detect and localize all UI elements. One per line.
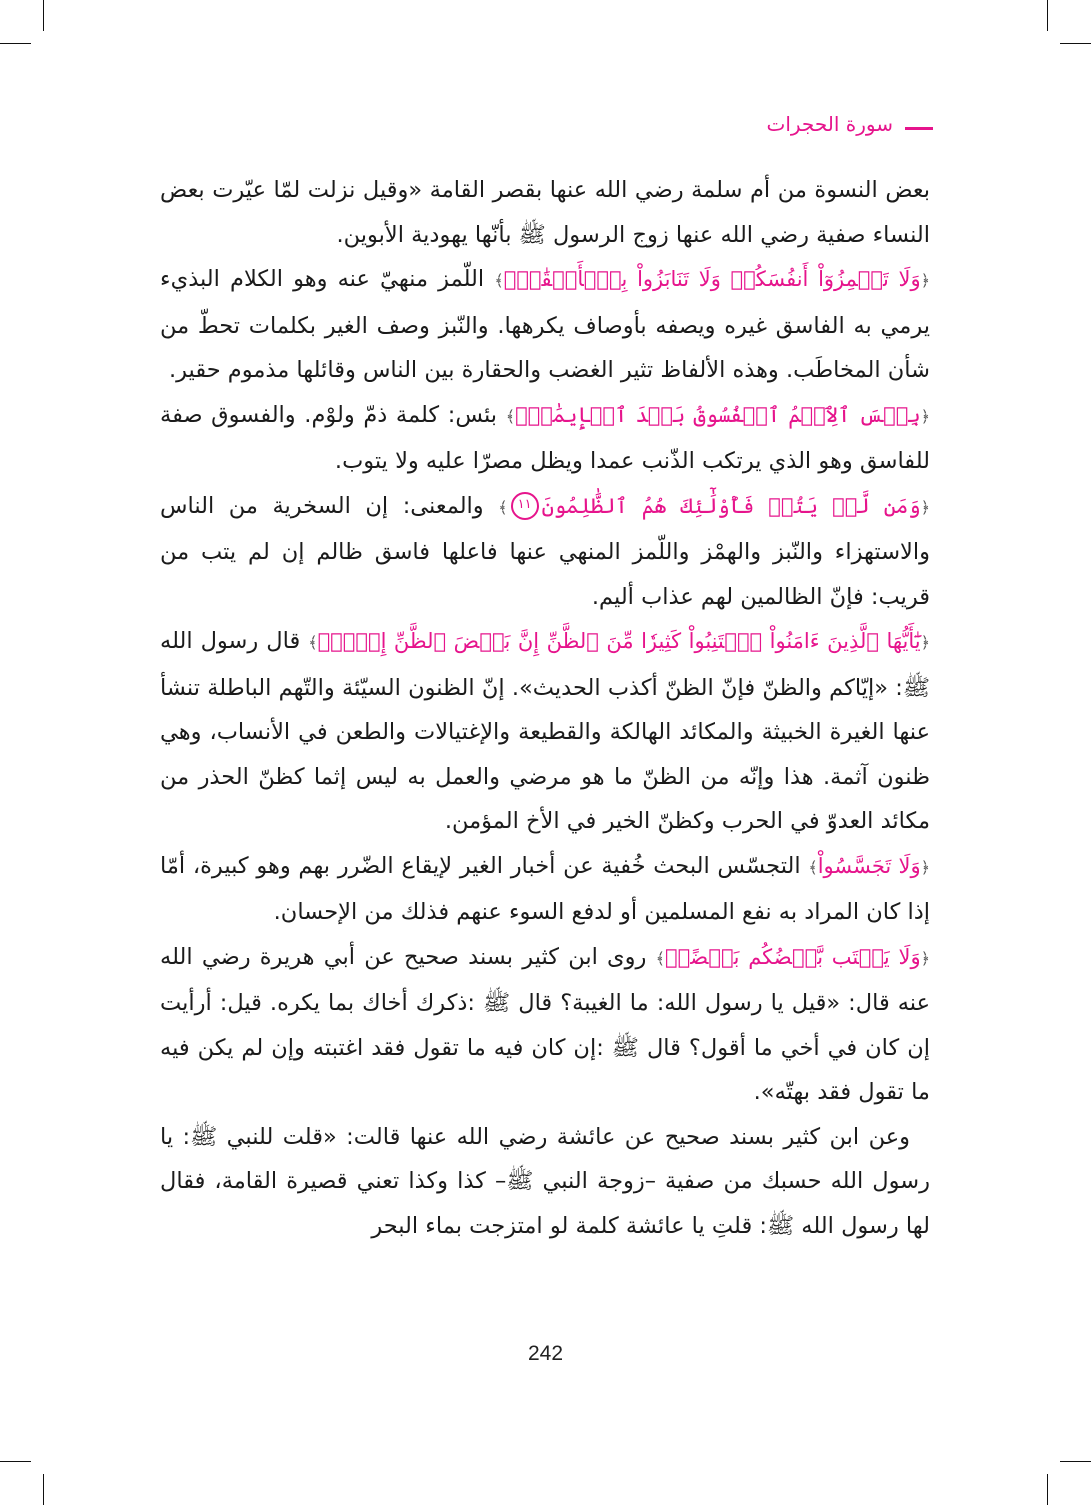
ayah-number-badge: ١١ (511, 492, 539, 520)
quran-verse: وَمَن لَّمۡ يَتُبۡ فَأُوْلَٰٓئِكَ هُمُ ٱلظَّٰلِمُونَ (541, 493, 921, 518)
verse-open-bracket: ﴿ (920, 271, 931, 290)
page-number: 242 (527, 1342, 564, 1365)
quran-verse: وَلَا تَلۡمِزُوٓاْ أَنفُسَكُمۡ وَلَا تَنَابَزُواْ بِٱلۡأَلۡقَٰبِۖ (503, 267, 921, 291)
paragraph-text: التجسّس البحث خُفية عن أخبار الغير لإيقاع الضّرر بهم وهو كبيرة، أمّا إذا كان المراد به نفع المسلمين أو لدفع السوء عنهم فذلك من الإحسان. (160, 852, 930, 925)
crop-mark-top-left-horizontal (0, 43, 31, 44)
paragraph (160, 935, 930, 1115)
crop-mark-bottom-left-vertical (43, 1474, 44, 1505)
verse-close-bracket: ﴾ (308, 633, 318, 652)
verse-open-bracket: ﴿ (920, 633, 931, 652)
crop-mark-bottom-right-horizontal (1060, 1461, 1091, 1462)
crop-mark-bottom-left-horizontal (0, 1461, 31, 1462)
verse-close-bracket: ﴾ (505, 406, 516, 426)
paragraph-text: قال رسول الله ﷺ: «إيّاكم والظنّ فإنّ الظنّ أكذب الحديث». إنّ الظنون السيّئة والتّهم الباطلة تنشأ عنها الغيرة الخبيثة والمكائد الهالكة والقطيعة والإغتيالات والطعن في الأنساب، وهي ظنون آثمة. هذا وإنّه من الظنّ ما هو مرضي والعمل به ليس إثما كظنّ الحذر من مكائد العدوّ في الحرب وكظنّ الخير في الأخ المؤمن. (160, 628, 930, 834)
paragraph-text: روى ابن كثير بسند صحيح عن أبي هريرة رضي الله عنه قال: «قيل يا رسول الله: ما الغيبة؟ قال ﷺ :ذكرك أخاك بما يكره. قيل: أرأيت إن كان في أخي ما أقول؟ قال ﷺ :إن كان فيه ما تقول فقد اغتبته وإن لم يكن فيه ما تقول فقد بهتّه». (160, 943, 930, 1105)
surah-title: سورة الحجرات (766, 112, 893, 136)
crop-mark-bottom-right-vertical (1047, 1474, 1048, 1505)
header-rule (905, 127, 933, 130)
paragraph (160, 619, 930, 844)
paragraph (160, 484, 930, 620)
paragraph (160, 1115, 930, 1249)
paragraph (160, 393, 930, 484)
verse-close-bracket: ﴾ (494, 271, 504, 290)
quran-verse: وَلَا يَغۡتَب بَّعۡضُكُم بَعۡضًاۚ (665, 944, 921, 969)
paragraph-text: والمعنى: إن السخرية من الناس والاستهزاء والنّبز والهمْز واللّمز المنهي عنها فاعلها فاسق ظالم إن لم يتب من قريب: فإنّ الظالمين لهم عذاب أليم. (160, 492, 930, 610)
paragraph (160, 257, 930, 393)
running-header (767, 112, 933, 136)
verse-open-bracket: ﴿ (920, 948, 931, 968)
verse-close-bracket: ﴾ (655, 948, 665, 968)
paragraph-text: بعض النسوة من أم سلمة رضي الله عنها بقصر القامة «وقيل نزلت لمّا عيّرت بعض النساء صفية رضي الله عنها زوج الرسول ﷺ بأنّها يهودية الأبوين. (160, 177, 930, 248)
verse-open-bracket: ﴿ (920, 857, 930, 877)
crop-mark-top-left-vertical (43, 0, 44, 31)
paragraph-text: وعن ابن كثير بسند صحيح عن عائشة رضي الله عنها قالت: «قلت للنبي ﷺ: يا رسول الله حسبك من صفية –زوجة النبي ﷺ– كذا وكذا تعني قصيرة القامة، فقال لها رسول الله ﷺ: قلتِ يا عائشة كلمة لو امتزجت بماء البحر (160, 1123, 930, 1239)
crop-mark-top-right-vertical (1047, 0, 1048, 31)
crop-mark-top-right-horizontal (1060, 43, 1091, 44)
verse-close-bracket: ﴾ (498, 497, 508, 517)
paragraph-text: بئس: كلمة ذمّ ولوْم. والفسوق صفة للفاسق وهو الذي يرتكب الذّنب عمدا ويظل مصرّا عليه ولا يتوب. (160, 401, 930, 474)
verse-open-bracket: ﴿ (920, 406, 930, 426)
verse-open-bracket: ﴿ (920, 497, 930, 517)
paragraph (160, 844, 930, 935)
paragraph (160, 168, 930, 257)
quran-verse: بِئۡسَ ٱلِٱسۡمُ ٱلۡفُسُوقُ بَعۡدَ ٱلۡإِيمَٰنِۚ (515, 402, 921, 427)
quran-verse: وَلَا تَجَسَّسُواْ (817, 853, 921, 878)
page-body (160, 168, 930, 1248)
paragraph-text: اللّمز منهيّ عنه وهو الكلام البذيء يرمي به الفاسق غيره ويصفه بأوصاف يكرهها. والنّبز وصف الغير بكلمات تحطّ من شأن المخاطَب. وهذه الألفاظ تثير الغضب والحقارة بين الناس وقائلها مذموم حقير. (160, 266, 930, 383)
quran-verse: يَٰٓأَيُّهَا ٱلَّذِينَ ءَامَنُواْ ٱجۡتَنِبُواْ كَثِيرٗا مِّنَ ٱلظَّنِّ إِنَّ بَعۡضَ ٱلظَّنِّ إِثۡمٞۖ (317, 629, 921, 653)
verse-close-bracket: ﴾ (808, 857, 818, 877)
